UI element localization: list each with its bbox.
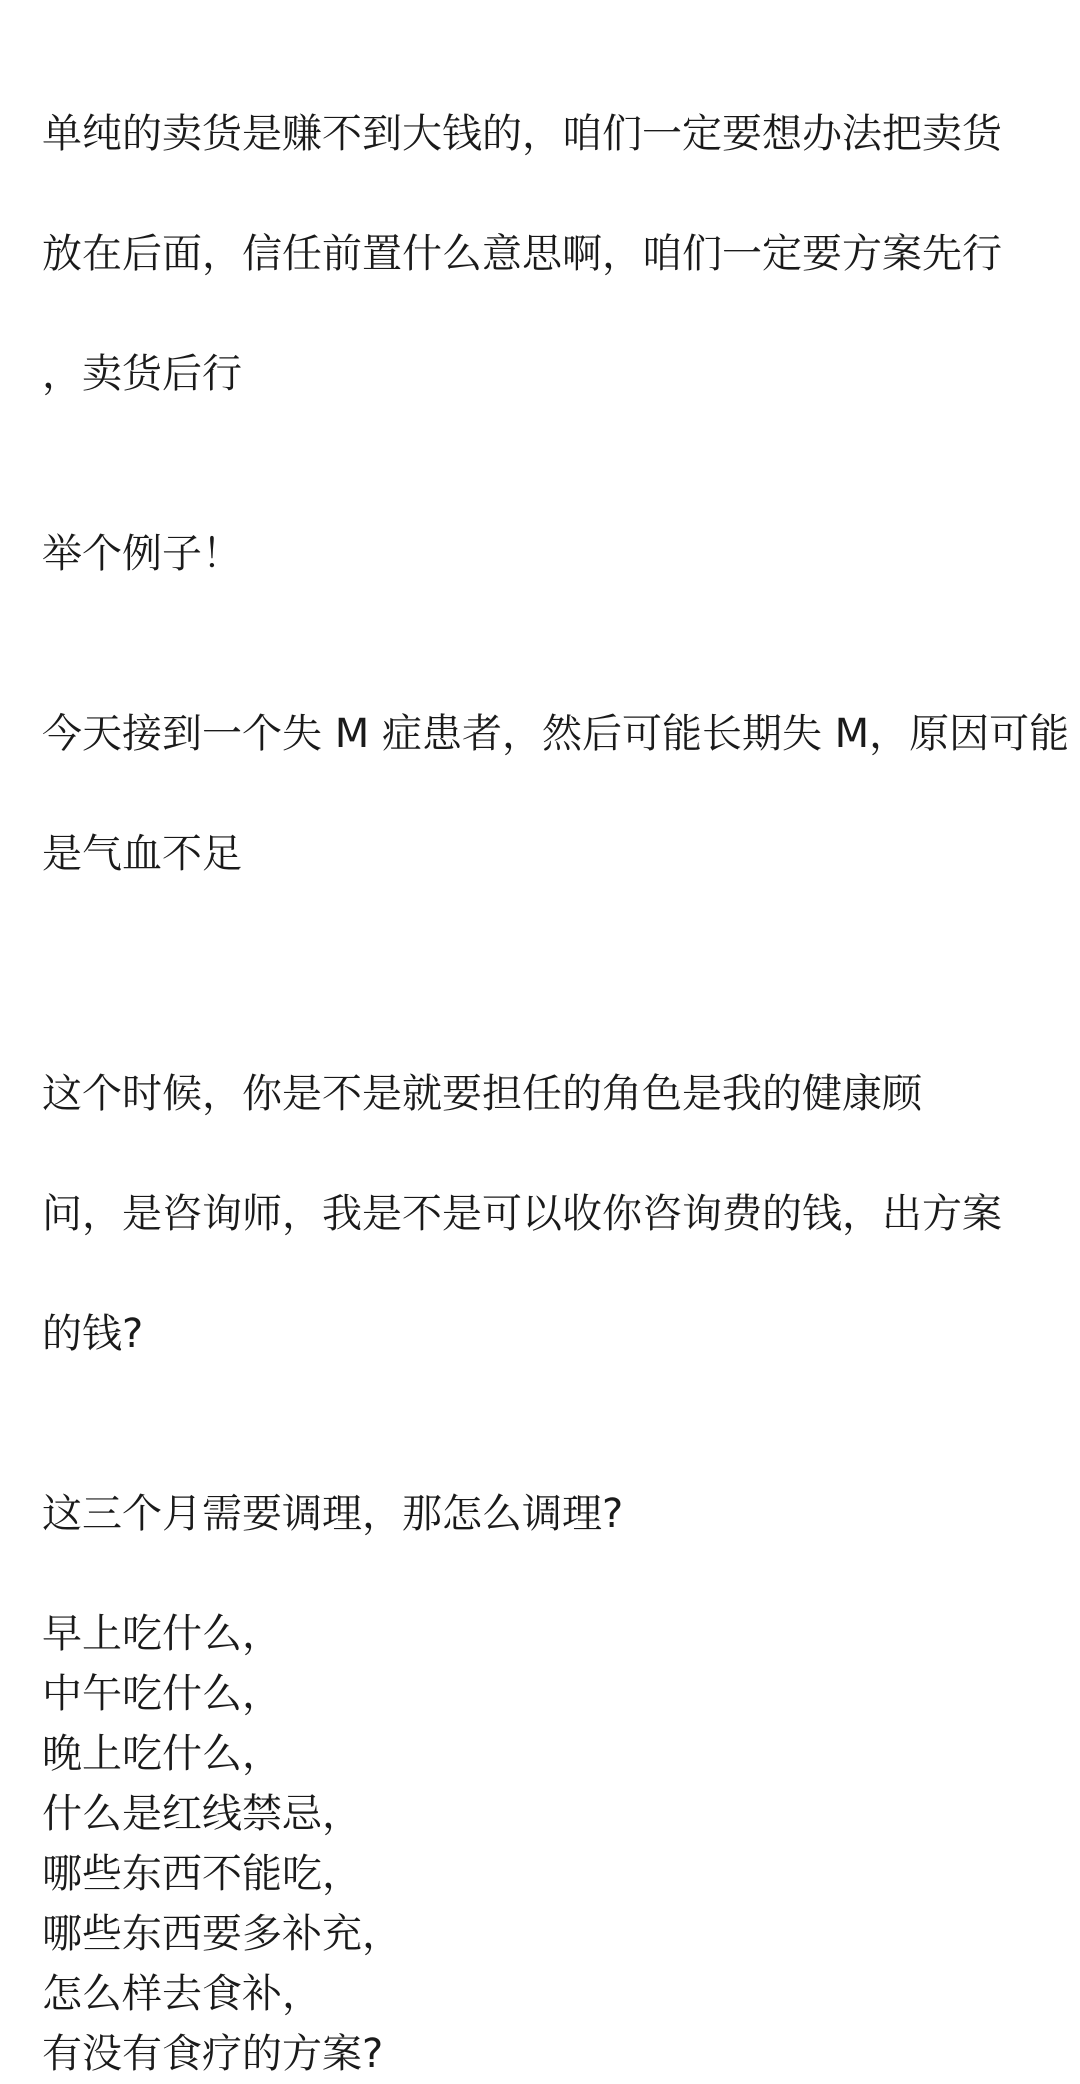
intro-line-3: ，卖货后行 — [42, 351, 242, 397]
article-body — [42, 44, 1070, 2084]
diet-question-list — [42, 1604, 1042, 2084]
role-line-3: 的钱? — [42, 1311, 144, 1357]
role-line-2: 问，是咨询师，我是不是可以收你咨询费的钱，出方案 — [42, 1191, 1002, 1237]
case-line-2: 是气血不足 — [42, 831, 242, 877]
list-item: 怎么样去食补， — [42, 1971, 322, 2017]
list-item: 哪些东西要多补充， — [42, 1911, 402, 1957]
list-item: 晚上吃什么， — [42, 1731, 282, 1777]
intro-line-1: 单纯的卖货是赚不到大钱的，咱们一定要想办法把卖货 — [42, 111, 1002, 157]
paragraph-intro — [42, 44, 1042, 464]
list-item: 早上吃什么， — [42, 1611, 282, 1657]
case-line-1: 今天接到一个失 M 症患者，然后可能长期失 M，原因可能 — [42, 711, 1070, 757]
role-line-1: 这个时候，你是不是就要担任的角色是我的健康顾 — [42, 1071, 922, 1117]
list-item: 中午吃什么， — [42, 1671, 282, 1717]
list-item: 什么是红线禁忌， — [42, 1791, 362, 1837]
intro-line-2: 放在后面，信任前置什么意思啊，咱们一定要方案先行 — [42, 231, 1002, 277]
paragraph-case — [42, 644, 1070, 944]
list-item: 有没有食疗的方案? — [42, 2031, 384, 2077]
paragraph-plan-question: 这三个月需要调理，那怎么调理? — [42, 1491, 624, 1537]
paragraph-role — [42, 1004, 1042, 1424]
list-item: 哪些东西不能吃， — [42, 1851, 362, 1897]
paragraph-example-heading: 举个例子！ — [42, 531, 242, 577]
